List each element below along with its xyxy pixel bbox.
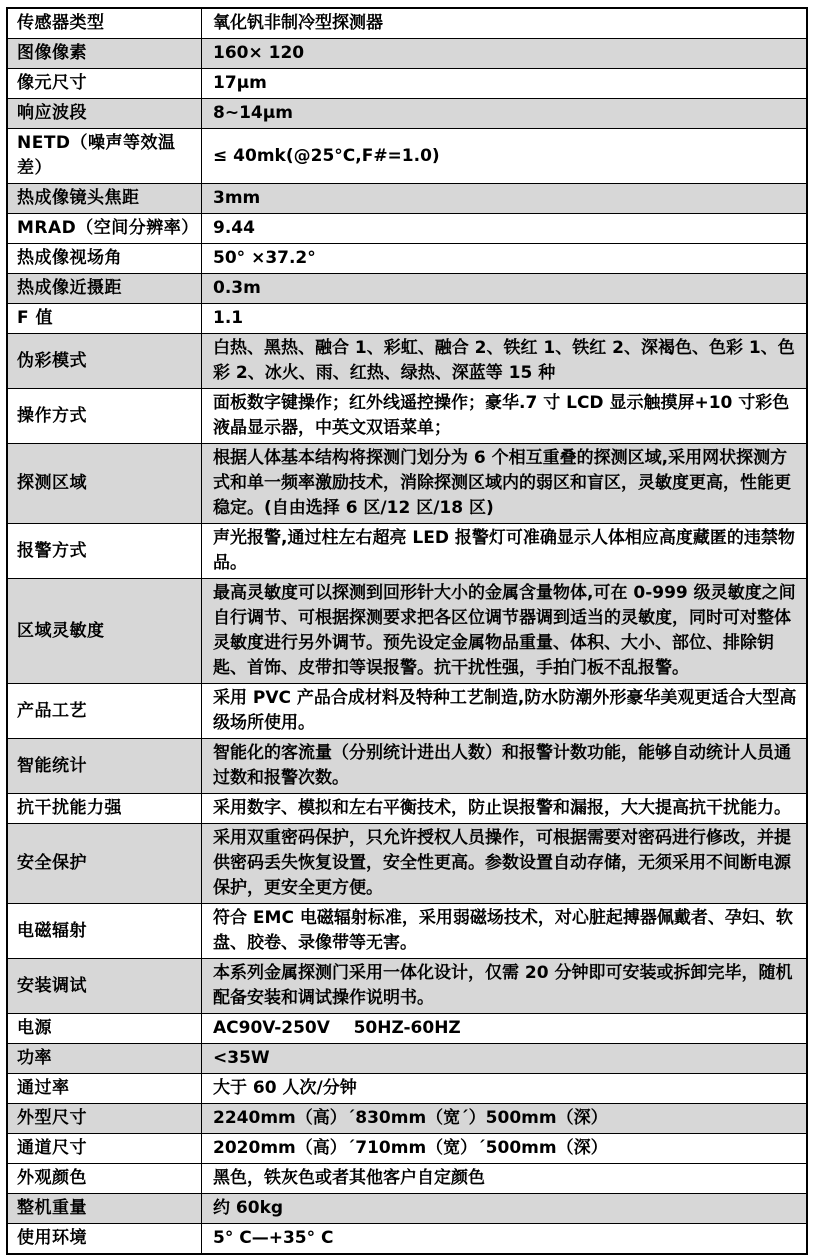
table-row — [7, 904, 807, 959]
table-row — [7, 1014, 807, 1044]
spec-label: 通过率 — [7, 1074, 202, 1104]
table-row — [7, 244, 807, 274]
spec-value: 1.1 — [202, 304, 808, 334]
spec-label: 传感器类型 — [7, 8, 202, 39]
table-row — [7, 334, 807, 389]
spec-value: 智能化的客流量（分别统计进出人数）和报警计数功能，能够自动统计人员通过数和报警次数。 — [202, 739, 808, 794]
spec-value: 50° ×37.2° — [202, 244, 808, 274]
spec-label: 抗干扰能力强 — [7, 794, 202, 824]
table-row — [7, 184, 807, 214]
spec-label: 热成像镜头焦距 — [7, 184, 202, 214]
table-row — [7, 1074, 807, 1104]
spec-value: 声光报警,通过柱左右超亮 LED 报警灯可准确显示人体相应高度藏匿的违禁物品。 — [202, 524, 808, 579]
spec-value: 约 60kg — [202, 1194, 808, 1224]
spec-label: 响应波段 — [7, 99, 202, 129]
spec-value: 160× 120 — [202, 39, 808, 69]
table-row — [7, 389, 807, 444]
table-row — [7, 1044, 807, 1074]
spec-label: 整机重量 — [7, 1194, 202, 1224]
spec-value: 符合 EMC 电磁辐射标准，采用弱磁场技术，对心脏起搏器佩戴者、孕妇、软盘、胶卷、录像带等无害。 — [202, 904, 808, 959]
table-row — [7, 824, 807, 904]
spec-value: 8~14μm — [202, 99, 808, 129]
spec-label: 电磁辐射 — [7, 904, 202, 959]
table-row — [7, 99, 807, 129]
spec-table-body — [7, 8, 807, 1254]
spec-label: 通道尺寸 — [7, 1134, 202, 1164]
table-row — [7, 1134, 807, 1164]
spec-label: 外观颜色 — [7, 1164, 202, 1194]
spec-label: 产品工艺 — [7, 684, 202, 739]
table-row — [7, 274, 807, 304]
table-row — [7, 1164, 807, 1194]
table-row — [7, 444, 807, 524]
spec-value: 氧化钒非制冷型探测器 — [202, 8, 808, 39]
table-row — [7, 129, 807, 184]
spec-value: ≤ 40mk(@25°C,F#=1.0) — [202, 129, 808, 184]
spec-value: 最高灵敏度可以探测到回形针大小的金属含量物体,可在 0-999 级灵敏度之间自行调节、可根据探测要求把各区位调节器调到适当的灵敏度，同时可对整体灵敏度进行另外调节。预先设定金属物品重量、体积、大小、部位、排除钥匙、首饰、皮带扣等误报警。抗干扰性强，手拍门板不乱报警。 — [202, 579, 808, 684]
table-row — [7, 794, 807, 824]
spec-label: 热成像近摄距 — [7, 274, 202, 304]
spec-label: 热成像视场角 — [7, 244, 202, 274]
spec-value: 采用 PVC 产品合成材料及特种工艺制造,防水防潮外形豪华美观更适合大型高级场所使用。 — [202, 684, 808, 739]
spec-label: NETD（噪声等效温差） — [7, 129, 202, 184]
spec-value: 2240mm（高）´830mm（宽´）500mm（深） — [202, 1104, 808, 1134]
table-row — [7, 304, 807, 334]
spec-value: 黑色，铁灰色或者其他客户自定颜色 — [202, 1164, 808, 1194]
table-row — [7, 1194, 807, 1224]
spec-label: 安装调试 — [7, 959, 202, 1014]
table-row — [7, 214, 807, 244]
spec-value: 9.44 — [202, 214, 808, 244]
spec-value: 根据人体基本结构将探测门划分为 6 个相互重叠的探测区域,采用网状探测方式和单一频率激励技术，消除探测区域内的弱区和盲区，灵敏度更高，性能更稳定。(自由选择 6 区/12 区/18 区) — [202, 444, 808, 524]
spec-label: 区域灵敏度 — [7, 579, 202, 684]
table-row — [7, 69, 807, 99]
spec-label: 图像像素 — [7, 39, 202, 69]
spec-label: 智能统计 — [7, 739, 202, 794]
table-row — [7, 524, 807, 579]
spec-value: 本系列金属探测门采用一体化设计，仅需 20 分钟即可安装或拆卸完毕，随机配备安装和调试操作说明书。 — [202, 959, 808, 1014]
spec-label: MRAD（空间分辨率） — [7, 214, 202, 244]
table-row — [7, 739, 807, 794]
spec-value: 白热、黑热、融合 1、彩虹、融合 2、铁红 1、铁红 2、深褐色、色彩 1、色彩 2、冰火、雨、红热、绿热、深蓝等 15 种 — [202, 334, 808, 389]
spec-label: 安全保护 — [7, 824, 202, 904]
table-row — [7, 39, 807, 69]
spec-value: AC90V-250V 50HZ-60HZ — [202, 1014, 808, 1044]
spec-label: 探测区域 — [7, 444, 202, 524]
table-row — [7, 1104, 807, 1134]
spec-label: F 值 — [7, 304, 202, 334]
spec-label: 操作方式 — [7, 389, 202, 444]
spec-label: 伪彩模式 — [7, 334, 202, 389]
table-row — [7, 8, 807, 39]
spec-value: 2020mm（高）´710mm（宽）´500mm（深） — [202, 1134, 808, 1164]
spec-value: <35W — [202, 1044, 808, 1074]
spec-value: 采用数字、模拟和左右平衡技术，防止误报警和漏报，大大提高抗干扰能力。 — [202, 794, 808, 824]
spec-value: 3mm — [202, 184, 808, 214]
table-row — [7, 959, 807, 1014]
spec-label: 报警方式 — [7, 524, 202, 579]
spec-label: 外型尺寸 — [7, 1104, 202, 1134]
spec-value: 采用双重密码保护，只允许授权人员操作，可根据需要对密码进行修改，并提供密码丢失恢复设置，安全性更高。参数设置自动存储，无须采用不间断电源保护，更安全更方便。 — [202, 824, 808, 904]
spec-label: 使用环境 — [7, 1224, 202, 1255]
spec-value: 17μm — [202, 69, 808, 99]
table-row — [7, 1224, 807, 1255]
spec-label: 像元尺寸 — [7, 69, 202, 99]
spec-value: 面板数字键操作；红外线遥控操作；豪华.7 寸 LCD 显示触摸屏+10 寸彩色液晶显示器，中英文双语菜单； — [202, 389, 808, 444]
table-row — [7, 684, 807, 739]
spec-label: 功率 — [7, 1044, 202, 1074]
spec-value: 大于 60 人次/分钟 — [202, 1074, 808, 1104]
spec-value: 5° C—+35° C — [202, 1224, 808, 1255]
spec-table — [6, 7, 808, 1255]
table-row — [7, 579, 807, 684]
spec-label: 电源 — [7, 1014, 202, 1044]
spec-value: 0.3m — [202, 274, 808, 304]
